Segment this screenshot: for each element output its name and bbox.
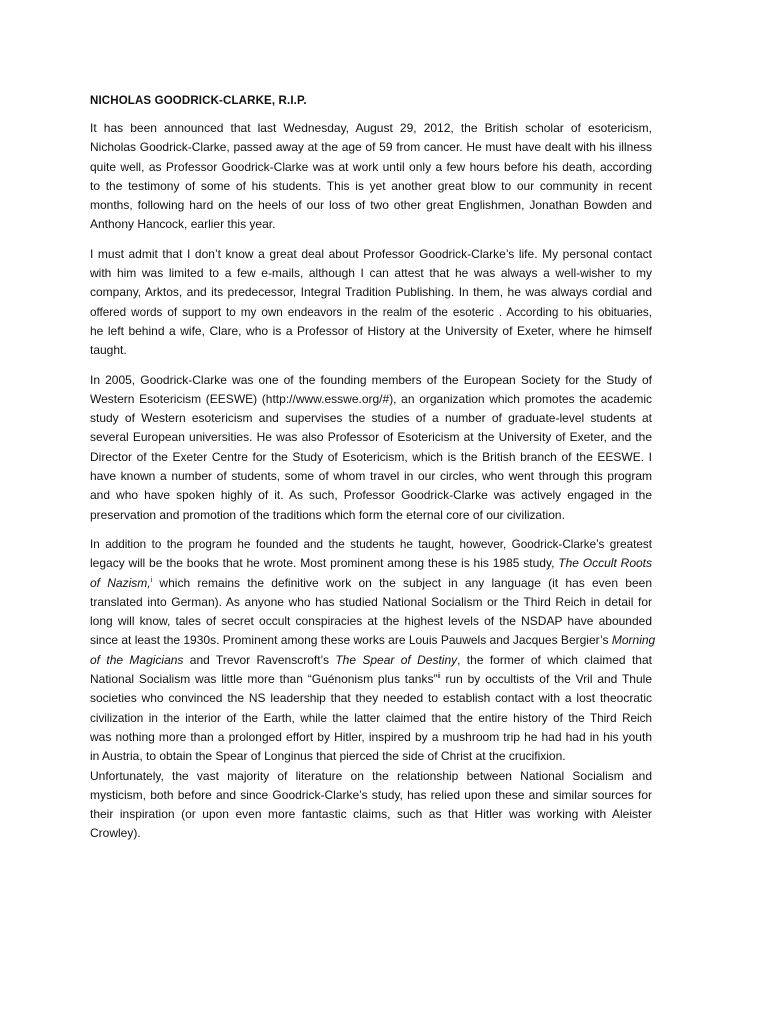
text-line: preservation and promotion of the traditions which form the eternal core of our civilization. xyxy=(90,507,565,522)
text-run: since at least the 1930s. Prominent among these works are Louis Pauwels and Jacques Bergier’s xyxy=(90,633,612,648)
book-title: of Nazism, xyxy=(90,575,151,590)
text-run: , the former of which claimed that xyxy=(457,652,652,667)
text-line xyxy=(90,670,652,689)
book-title: of the Magicians xyxy=(90,652,184,667)
paragraph-4 xyxy=(90,535,690,844)
text-line: civilization in the interior of the Earth, while the latter claimed that the entire history of the Third Reich xyxy=(90,711,652,725)
text-line: company, Arktos, and its predecessor, Integral Tradition Publishing. In them, he was always cordial and xyxy=(90,285,652,300)
text-line: long will know, tales of secret occult conspiracies at the highest levels of the NSDAP have abounded xyxy=(90,614,652,629)
text-line: In addition to the program he founded and the students he taught, however, Goodrick-Clarke’s greatest xyxy=(90,537,652,551)
text-line: Nicholas Goodrick-Clarke, passed away at the age of 59 from cancer. He must have dealt with his illness xyxy=(90,140,652,155)
book-title: The Occult Roots xyxy=(558,556,652,571)
text-run: which remains the definitive work on the subject in any language (it has even been xyxy=(152,575,652,590)
book-title: The Spear of Destiny xyxy=(335,652,458,667)
text-line xyxy=(90,554,652,573)
text-line xyxy=(90,574,652,593)
text-line: societies who convinced the NS leadership that they needed to establish contact with a lost theocratic xyxy=(90,691,652,706)
text-line: their inspiration (or upon even more fantastic claims, such as that Hitler was working with Aleister xyxy=(90,807,652,822)
text-line: It has been announced that last Wednesday, August 29, 2012, the British scholar of esotericism, xyxy=(90,121,652,135)
paragraph-2 xyxy=(90,245,690,361)
text-line: quite well, as Professor Goodrick-Clarke was at work until only a few hours before his death, according xyxy=(90,159,652,174)
paragraph-3 xyxy=(90,371,690,525)
text-line: several European universities. He was also Professor of Esotericism at the University of Exeter, and the xyxy=(90,430,652,445)
text-line: Anthony Hancock, earlier this year. xyxy=(90,217,276,232)
document-page xyxy=(90,94,690,854)
text-line: and who have spoken highly of it. As such, Professor Goodrick-Clarke was actively engaged in the xyxy=(90,488,652,503)
text-run: run by occultists of the Vril and Thule xyxy=(440,672,652,687)
text-line: with him was limited to a few e-mails, although I can attest that he was always a well-wisher to my xyxy=(90,266,652,281)
text-line: I must admit that I don’t know a great deal about Professor Goodrick-Clarke’s life. My personal contact xyxy=(90,246,652,261)
text-line: Director of the Exeter Centre for the Study of Esotericism, which is the British branch of the EESWE. I xyxy=(90,449,652,464)
text-line: to the testimony of some of his students. This is yet another great blow to our community in recent xyxy=(90,178,652,193)
text-line: he left behind a wife, Clare, who is a Professor of History at the University of Exeter, where he himself xyxy=(90,323,652,338)
document-title: NICHOLAS GOODRICK-CLARKE, R.I.P. xyxy=(90,95,307,107)
footnote-ref[interactable]: ii xyxy=(437,673,441,681)
text-line: study of Western esotericism and supervises the studies of a number of graduate-level students at xyxy=(90,411,652,426)
text-line: Western Esotericism (EESWE) (http://www.esswe.org/#), an organization which promotes the academic xyxy=(90,391,652,406)
text-line: months, following hard on the heels of our loss of two other great Englishmen, Jonathan Bowden and xyxy=(90,198,652,213)
text-line: offered words of support to my own endeavors in the realm of the esoteric . According to his obituaries, xyxy=(90,305,652,319)
text-line: In 2005, Goodrick-Clarke was one of the founding members of the European Society for the Study of xyxy=(90,372,652,387)
text-line: Unfortunately, the vast majority of literature on the relationship between National Socialism and xyxy=(90,768,652,783)
text-line: translated into German). As anyone who has studied National Socialism or the Third Reich in detail for xyxy=(90,594,652,609)
text-line: mysticism, both before and since Goodrick-Clarke’s study, has relied upon these and similar sources for xyxy=(90,787,652,802)
book-title: Morning xyxy=(611,633,656,648)
text-line: was nothing more than a prolonged effort by Hitler, inspired by a mushroom trip he had had in his youth xyxy=(90,729,652,744)
text-line: taught. xyxy=(90,343,127,358)
text-line: Crowley). xyxy=(90,826,141,841)
text-line: in Austria, to obtain the Spear of Longinus that pierced the side of Christ at the crucifixion. xyxy=(90,749,566,764)
text-run: legacy will be the books that he wrote. Most prominent among these is his 1985 study, xyxy=(90,556,559,571)
text-run: National Socialism was little more than “Guénonism plus tanks” xyxy=(90,672,438,687)
text-line xyxy=(90,651,652,670)
footnote-ref[interactable]: i xyxy=(150,576,153,584)
paragraph-1 xyxy=(90,119,690,235)
text-run: and Trevor Ravenscroft’s xyxy=(183,652,336,667)
text-line: have known a number of students, some of whom travel in our circles, who went through this program xyxy=(90,469,652,484)
text-line xyxy=(90,631,656,650)
